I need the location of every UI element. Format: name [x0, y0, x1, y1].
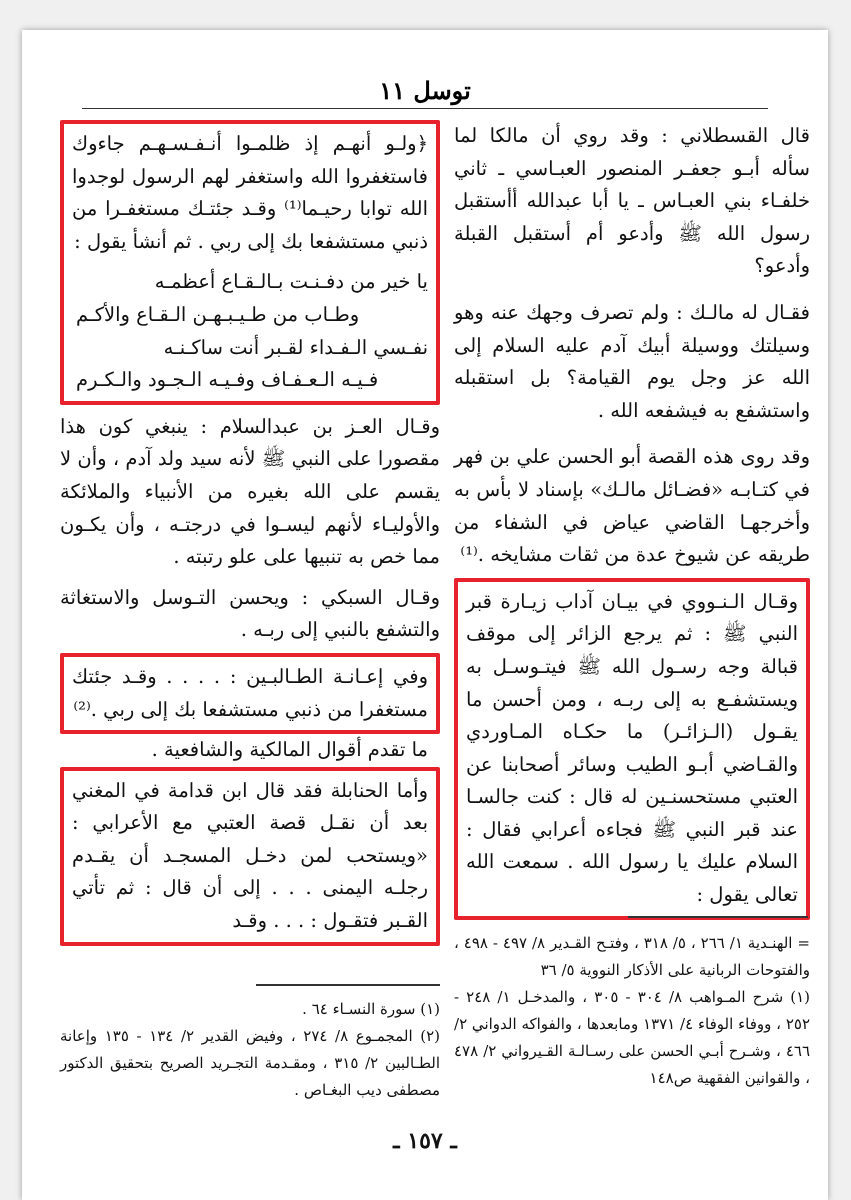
highlight-box-nawawi: [454, 578, 810, 920]
poem-verse-1: يا خير من دفـنـت بـالـقـاع أعظمـه: [154, 270, 428, 294]
footnotes-right: [454, 930, 810, 1092]
right-column: [454, 120, 810, 920]
highlight-box-hanbali: [60, 767, 440, 946]
footnote-rule-left: [256, 984, 440, 986]
paragraph-subki: وقـال السبكي : ويحسن التـوسل والاستغاثة والتشفع بالنبي إلى ربـه .: [60, 585, 440, 642]
page-number: ـ ١٥٧ ـ: [393, 1128, 457, 1154]
footnote-left-1: (١) سورة النسـاء ٦٤ .: [302, 1000, 440, 1018]
footnote-right-continuation: = الهنـدية ١/ ٢٦٦ ، ٥/ ٣١٨ ، وفتـح القـدير ٨/ ٤٩٧ - ٤٩٨ ، والفتوحات الربانية على الأذكار النووية ٥/ ٣٦: [454, 934, 810, 979]
paragraph-maliki-shafii: ما تقدم أقوال المالكية والشافعية .: [151, 738, 428, 762]
paragraph-nawawi: وقـال الـنـووي في بيـان آداب زيـارة قبر النبي ﷺ : ثم يرجع الزائر إلى موقف قبالة وجه رسـول الله ﷺ فيتـوسـل به ويستشفـع به إلى ربـه ، ومن أحسن ما يقـول (الـزائـر) ما حكـاه المـاوردي والقـاضي أبـو الطيب وسائر أصحابنا عن العتبي مستحسنـين له قال : كنت جالسـا عند قبر النبي ﷺ فجاءه أعرابي فقال : السلام عليك يا رسول الله . سمعت الله تعالى يقول :: [466, 589, 798, 907]
paragraph-ianat-at-talibin: وفي إعـانـة الطـالبـين : . . . . وقـد جئتك مستغفرا من ذنبي مستشفعا بك إلى ربي .⁽²⁾: [72, 664, 428, 721]
footnote-left-2: (٢) المجمـوع ٨/ ٢٧٤ ، وفيض القدير ٢/ ١٣٤ - ١٣٥ وإعانة الطـالبين ٢/ ٣١٥ ، ومقـدمة التجـريد الصريح بتحقيق الدكتور مصطفى ديب البغـاص .: [60, 1027, 440, 1099]
footnotes-left: [60, 996, 440, 1104]
paragraph-qastallani: قال القسطلاني : وقد روي أن مالكا لما سأله أبـو جعفـر المنصور العبـاسي ـ ثاني خلفـاء بني العبـاس ـ يا أبا عبدالله أأستقبل رسول الله ﷺ وأدعو أم أستقبل القبلة وأدعو؟: [454, 124, 810, 278]
left-column: [60, 120, 440, 946]
paragraph-quran-verse: ﴿ولـو أنهـم إذ ظلمـوا أنـفـسـهـم جاءوك فاستغفروا الله واستغفر لهم الرسول لوجدوا الله توابا رحيـما⁽¹⁾ وقـد جئتـك مستغفـرا من ذنبي مستشفعا بك إلى ربي . ثم أنشأ يقول :: [72, 132, 428, 253]
poem-verse-2: وطـاب من طـيـبـهـن الـقـاع والأكـم: [76, 302, 360, 326]
running-header: [82, 74, 768, 109]
footnote-right-1: (١) شرح المـواهب ٨/ ٣٠٤ - ٣٠٥ ، والمدخـل ١/ ٢٤٨ - ٢٥٢ ، ووفاء الوفاء ٤/ ١٣٧١ ومابعدها ، والفواكه الدواني ٢/ ٤٦٦ ، وشـرح أبـي الحسن على رسـالـة القـيرواني ٢/ ٤٧٨ ، والقوانين الفقهية ص١٤٨: [454, 988, 811, 1087]
page-title: توسل ١١: [379, 76, 471, 105]
poem-verse-4: فـيـه الـعـفـاف وفـيـه الـجـود والـكـرم: [76, 368, 379, 392]
paragraph-ibn-qudama: وأما الحنابلة فقد قال ابن قدامة في المغني بعد أن نقـل قصة العتبي مع الأعرابي : «ويستحب لمن دخـل المسجـد أن يقـدم رجلـه اليمنى . . . إلى أن قال : ثم تأتي القـبر فتقـول : . . . وقـد: [72, 778, 428, 933]
paragraph-story-source: وقد روى هذه القصة أبو الحسن علي بن فهر في كتـابـه «فضـائل مالـك» بإسناد لا بأس به وأخرجهـا القاضي عياض في الشفاء من طريقه عن شيوخ عدة من ثقات مشايخه .⁽¹⁾: [454, 445, 810, 567]
footnote-rule-right: [628, 916, 808, 918]
highlight-box-ianat-at-talibin: [60, 653, 440, 734]
poem-verse-3: نفـسي الـفـداء لقـبر أنت ساكـنـه: [163, 335, 428, 359]
page-sheet: [22, 30, 828, 1200]
paragraph-izz-ibn-abdussalam: وقـال العـز بن عبدالسلام : ينبغي كون هذا مقصورا على النبي ﷺ لأنه سيد ولد آدم ، وأن لا يقسم على الله بغيره من الأنبياء والملائكة والأوليـاء لأنهم ليسـوا في درجتـه ، وأن يكـون مما خص به تنبيها على علو رتبته .: [60, 414, 440, 569]
highlight-box-quran-and-poem: [60, 120, 440, 405]
paragraph-malik-reply: فقـال له مالـك : ولم تصرف وجهك عنه وهو وسيلتك ووسيلة أبيك آدم عليه السلام إلى الله عز وجل يوم القيامة؟ بل استقبله واستشفع به فيشفعه الله .: [454, 300, 810, 422]
